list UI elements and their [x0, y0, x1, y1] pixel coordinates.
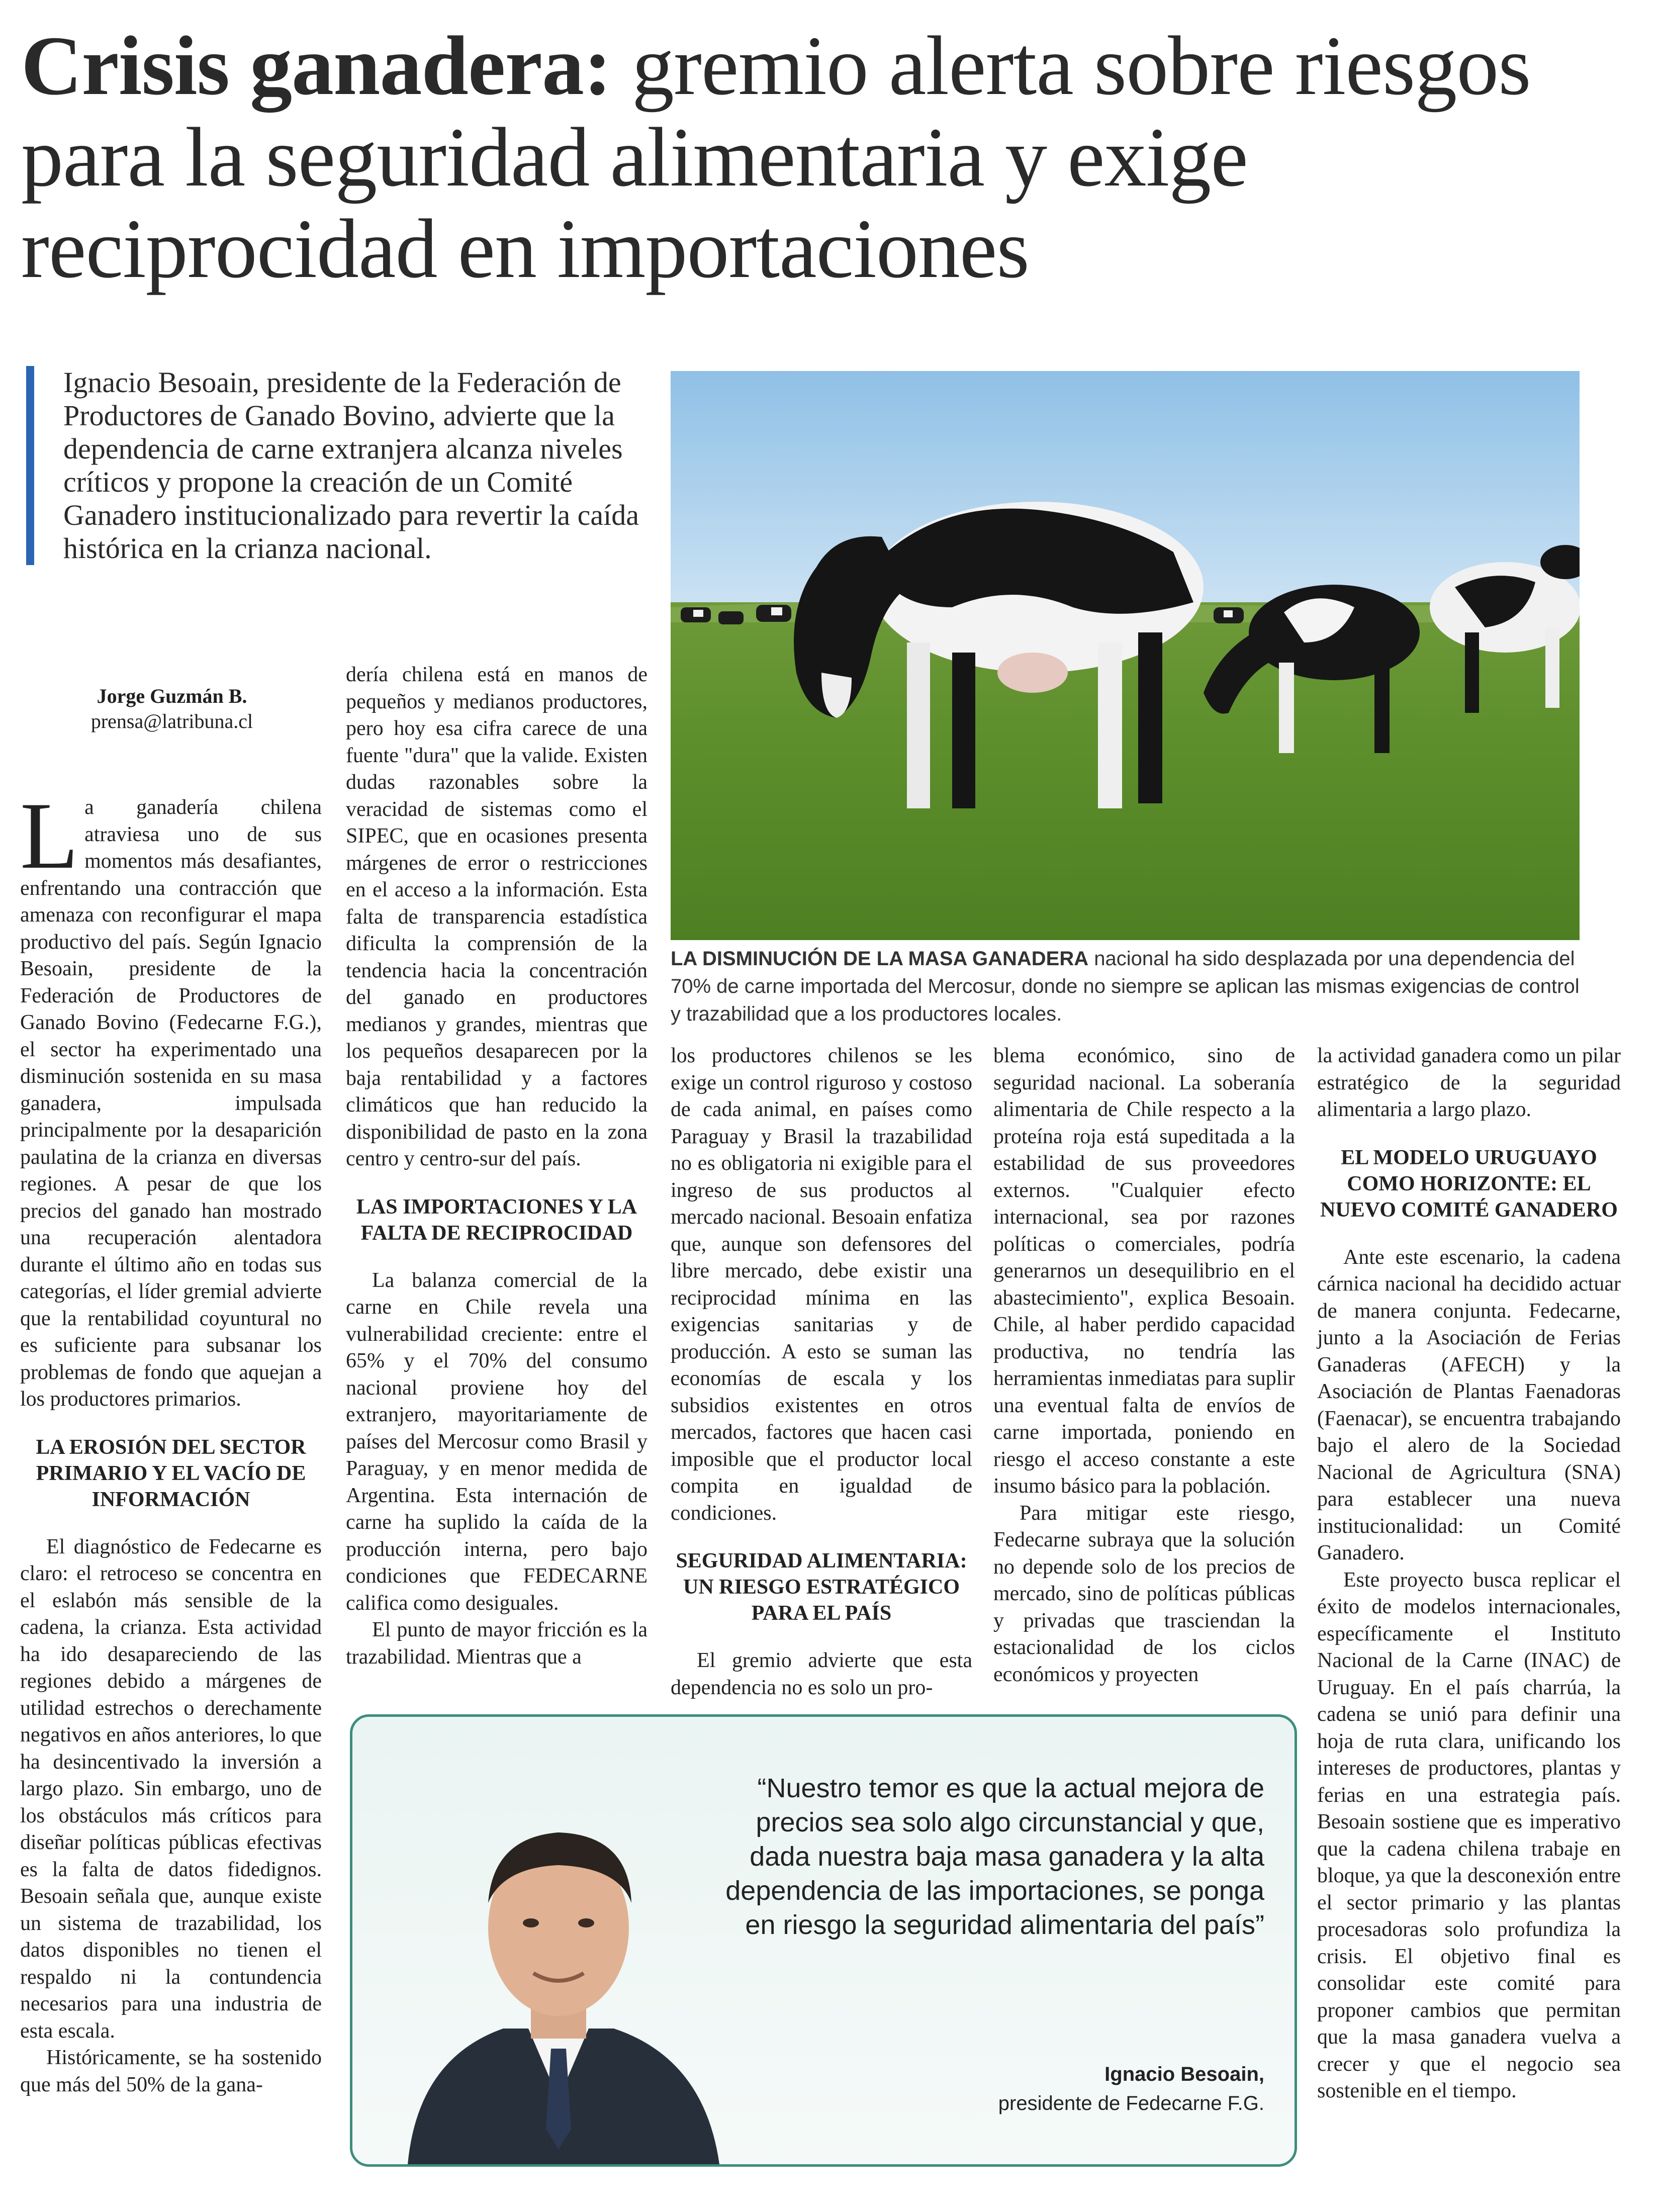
besoain-portrait — [378, 1777, 740, 2164]
cows-photo — [671, 371, 1580, 940]
photo-caption — [671, 945, 1580, 1028]
paragraph-1: a ganadería chilena atraviesa uno de sus momentos más desafiantes, enfrentando una contracción que amenaza con reconfigurar el mapa productivo del país. Según Ignacio Besoain, presidente de la Federación de Productores de Ganado Bovino (Fedecarne F.G.), el sector ha experimentado una disminución sostenida en su masa ganadera, impulsada principalmente por la desaparición paulatina de la crianza en diversas regiones. A pesar de que los precios del ganado han mostrado una recuperación alentadora durante el último año en todas sus categorías, el líder gremial advierte que la rentabilidad coyuntural no es suficiente para subsanar los problemas de fondo que aquejan a los productores primarios. — [20, 796, 322, 1411]
subhead-3: SEGURIDAD ALIMENTARIA: UN RIESGO ESTRATÉGICO PARA EL PAÍS — [676, 1549, 967, 1625]
author-email: prensa@latribuna.cl — [90, 710, 253, 732]
column-1 — [20, 783, 322, 2098]
headline — [21, 20, 1640, 295]
quote-name: Ignacio Besoain, — [1104, 2063, 1264, 2085]
caption-lead: LA DISMINUCIÓN DE LA MASA GANADERA — [671, 948, 1089, 970]
cows-photo-image — [671, 371, 1580, 940]
byline — [26, 684, 318, 734]
column-5 — [1317, 1043, 1621, 2105]
pull-quote-box — [350, 1714, 1297, 2167]
paragraph-4: La balanza comercial de la carne en Chile revela una vulnerabilidad creciente: entre el 65% y el 70% del consumo nacional proviene hoy del extranjero, mayoritariamente de países del Mercosur como Brasil y Paraguay, y en menor medida de Argentina. Esta internación de carne ha suplido la caída de la producción interna, pero bajo condiciones que FEDECARNE califica como desiguales. — [346, 1268, 648, 1615]
paragraph-5-start: El punto de mayor fricción es la trazabilidad. Mientras que a — [346, 1618, 648, 1669]
quote-role: presidente de Fedecarne F.G. — [998, 2092, 1264, 2114]
deck: Ignacio Besoain, presidente de la Federación de Productores de Ganado Bovino, advierte que la dependencia de carne extranjera alcanza niveles críticos y propone la creación de un Comité Ganadero institucionalizado para revertir la caída histórica en la crianza nacional. — [26, 366, 687, 565]
paragraph-5-cont: los productores chilenos se les exige un control riguroso y costoso de cada animal, en países como Paraguay y Brasil la trazabilidad no es obligatoria ni exigible para el ingreso de sus productos al mercado nacional. Besoain enfatiza que, aunque son defensores del libre mercado, debe existir una reciprocidad mínima en las exigencias sanitarias y de producción. A esto se suman las economías de escala y los subsidios existentes en otros mercados, factores que hacen casi imposible que el productor local compita en igualdad de condiciones. — [671, 1044, 972, 1525]
headline-rest: gremio alerta sobre riesgos para la seguridad alimentaria y exige reciprocidad en importaciones — [21, 19, 1531, 296]
paragraph-7-cont: la actividad ganadera como un pilar estratégico de la seguridad alimentaria a largo plazo. — [1317, 1044, 1621, 1121]
paragraph-7-start: Para mitigar este riesgo, Fedecarne subraya que la solución no depende solo de los precios de mercado, sino de políticas públicas y privadas que trasciendan la estacionalidad de los ciclos económicos y proyecten — [993, 1501, 1295, 1686]
author-name: Jorge Guzmán B. — [97, 685, 247, 707]
paragraph-9: Este proyecto busca replicar el éxito de modelos internacionales, específicamente el Instituto Nacional de la Carne (INAC) de Uruguay. En el país charrúa, la cadena se unió para definir una hoja de ruta clara, unificando los intereses de productores, plantas y ferias en una estrategia país. Besoain sostiene que es imperativo que la cadena chilena trabaje en bloque, ya que la desconexión entre el sector primario y las plantas procesadoras solo profundiza la crisis. El objetivo final es consolidar este comité para proponer cambios que permitan que la masa ganadera vuelva a crecer y que el negocio sea sostenible en el tiempo. — [1317, 1568, 1621, 2102]
dropcap: L — [20, 783, 79, 889]
paragraph-2: El diagnóstico de Fedecarne es claro: el retroceso se concentra en el eslabón más sensible de la cadena, la crianza. Esta actividad ha ido desapareciendo de las regiones debido a márgenes de utilidad estrechos o derechamente negativos en años anteriores, lo que ha desincentivado la inversión a largo plazo. Sin embargo, uno de los obstáculos más críticos para diseñar políticas públicas efectivas es la falta de datos fidedignos. Besoain señala que, aunque existe un sistema de trazabilidad, los datos disponibles no tienen el respaldo ni la contundencia necesarios para una industria de esta escala. — [20, 1535, 322, 2043]
paragraph-6-start: El gremio advierte que esta dependencia no es solo un pro- — [671, 1649, 972, 1699]
lead-paragraph — [20, 783, 322, 1413]
caption-text: nacional ha sido desplazada por una dependencia del 70% de carne importada del Mercosur, donde no siempre se aplican las mismas exigencias de control y trazabilidad que a los productores locales. — [671, 948, 1580, 1025]
paragraph-3-start: Históricamente, se ha sostenido que más del 50% de la gana- — [20, 2046, 322, 2096]
subhead-2: LAS IMPORTACIONES Y LA FALTA DE RECIPROCIDAD — [356, 1195, 637, 1245]
column-2 — [346, 662, 648, 1671]
subhead-1: LA EROSIÓN DEL SECTOR PRIMARIO Y EL VACÍO DE INFORMACIÓN — [36, 1435, 306, 1511]
quote-signature — [998, 2060, 1264, 2118]
paragraph-3-cont: dería chilena está en manos de pequeños y medianos productores, pero hoy esa cifra carece de una fuente "dura" que la valide. Existen dudas razonables sobre la veracidad de sistemas como el SIPEC, que en ocasiones presenta márgenes de error o restricciones en el acceso a la información. Esta falta de transparencia estadística dificulta la comprensión de la tendencia hacia la concentración del ganado en productores medianos y grandes, mientras que los pequeños desaparecen por la baja rentabilidad y a factores climáticos que han reducido la disponibilidad de pasto en la zona centro y centro-sur del país. — [346, 663, 648, 1170]
quote-text: “Nuestro temor es que la actual mejora de precios sea solo algo circunstancial y que, dada nuestra baja masa ganadera y la alta dependencia de las importaciones, se ponga en riesgo la seguridad alimentaria del país” — [725, 1773, 1264, 1940]
headline-bold: Crisis ganadera: — [21, 19, 611, 113]
column-3 — [671, 1043, 972, 1701]
paragraph-6-cont: blema económico, sino de seguridad nacional. La soberanía alimentaria de Chile respecto a la proteína roja está supeditada a la estabilidad de sus proveedores externos. "Cualquier efecto internacional, sea por razones políticas o comerciales, podría generarnos un desequilibrio en el abastecimiento", explica Besoain. Chile, al haber perdido capacidad productiva, no tendría las herramientas inmediatas para suplir una eventual falta de envíos de carne importada, poniendo en riesgo el acceso constante a este insumo básico para la población. — [993, 1044, 1295, 1498]
subhead-4: EL MODELO URUGUAYO COMO HORIZONTE: EL NUEVO COMITÉ GANADERO — [1320, 1146, 1618, 1222]
column-4 — [993, 1043, 1295, 1688]
paragraph-8: Ante este escenario, la cadena cárnica nacional ha decidido actuar de manera conjunta. Fedecarne, junto a la Asociación de Ferias Ganaderas (AFECH) y la Asociación de Plantas Faenadoras (Faenacar), se encuentra trabajando bajo el alero de la Sociedad Nacional de Agricultura (SNA) para establecer una nueva institucionalidad: un Comité Ganadero. — [1317, 1245, 1621, 1564]
